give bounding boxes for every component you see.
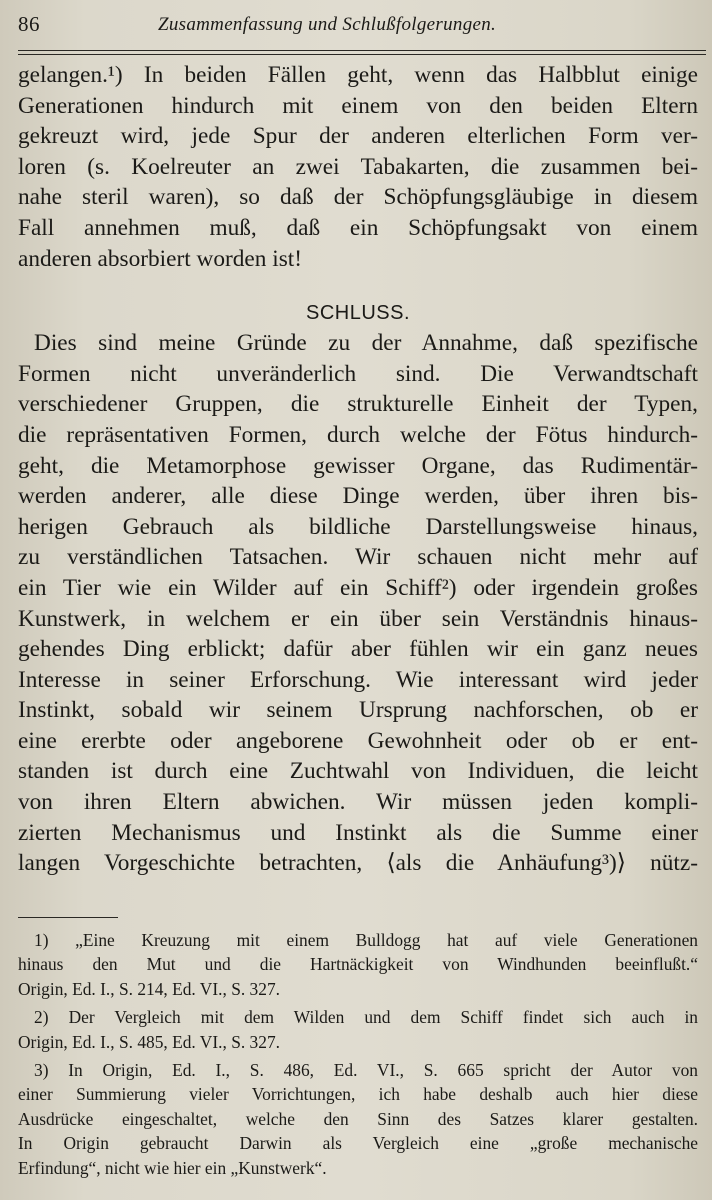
running-title: Zusammenfassung und Schlußfolgerungen. — [158, 14, 497, 35]
text-line: anderen absorbiert worden ist! — [18, 245, 302, 272]
text-line: verschiedener Gruppen, die strukturelle Einheit der Typen, — [18, 391, 698, 418]
text-line: Kunstwerk, in welchem er ein über sein Verständnis hinaus- — [18, 605, 698, 632]
footnotes — [18, 928, 698, 1180]
footnote-line: 1) „Eine Kreuzung mit einem Bulldogg hat auf viele Generationen — [34, 930, 698, 950]
footnote-line: Origin, Ed. I., S. 485, Ed. VI., S. 327. — [18, 1031, 280, 1052]
footnote-line: 3) In Origin, Ed. I., S. 486, Ed. VI., S. 665 spricht der Autor von — [34, 1059, 698, 1080]
footnote-line: Ausdrücke eingeschaltet, welche den Sinn des Satzes klarer gestalten. — [18, 1108, 698, 1129]
body-text — [18, 60, 698, 879]
text-line: Fall annehmen muß, daß ein Schöpfungsakt von einem — [18, 214, 698, 241]
text-line: gekreuzt wird, jede Spur der anderen elterlichen Form ver- — [18, 123, 698, 150]
text-line: zu verständlichen Tatsachen. Wir schauen nicht mehr auf — [18, 544, 698, 571]
text-line: langen Vorgeschichte betrachten, ⟨als die Anhäufung³)⟩ nütz- — [18, 850, 698, 877]
text-line: eine ererbte oder angeborene Gewohnheit oder ob er ent- — [18, 727, 698, 754]
text-line: zierten Mechanismus und Instinkt als die Summe einer — [18, 819, 698, 846]
footnote-1 — [18, 928, 698, 1001]
footnote-3 — [18, 1058, 698, 1180]
footnote-2 — [18, 1005, 698, 1054]
text-line: geht, die Metamorphose gewisser Organe, das Rudimentär- — [18, 452, 698, 479]
footnote-line: einer Summierung vieler Vorrichtungen, ich habe deshalb auch hier diese — [18, 1084, 698, 1105]
paragraph-2 — [18, 328, 698, 879]
page-number: 86 — [18, 12, 40, 36]
footnote-line: Origin, Ed. I., S. 214, Ed. VI., S. 327. — [18, 978, 280, 999]
text-line: loren (s. Koelreuter an zwei Tabakarten, die zusammen bei- — [18, 153, 698, 180]
running-head — [18, 12, 708, 46]
header-rule — [18, 50, 706, 51]
footnote-line: In Origin gebraucht Darwin als Vergleich eine „große mechanische — [18, 1133, 698, 1154]
text-line: herigen Gebrauch als bildliche Darstellungsweise hinaus, — [18, 513, 698, 540]
footnote-line: 2) Der Vergleich mit dem Wilden und dem Schiff findet sich auch in — [34, 1007, 698, 1028]
text-line: nahe steril waren), so daß der Schöpfungsgläubige in diesem — [18, 184, 698, 211]
text-line: Instinkt, sobald wir seinem Ursprung nachforschen, ob er — [18, 697, 698, 724]
text-line: gehendes Ding erblickt; dafür aber fühlen wir ein ganz neues — [18, 636, 698, 663]
footnote-rule — [18, 917, 118, 918]
header-rule-secondary — [18, 54, 706, 55]
section-heading: SCHLUSS. — [305, 302, 411, 325]
text-line: ein Tier wie ein Wilder auf ein Schiff²) oder irgendein großes — [18, 574, 698, 601]
footnote-line: hinaus den Mut und die Hartnäckigkeit von Windhunden beeinflußt.“ — [18, 954, 698, 975]
paragraph-1 — [18, 60, 698, 274]
text-line: Dies sind meine Gründe zu der Annahme, daß spezifische — [34, 330, 698, 357]
text-line: standen ist durch eine Zuchtwahl von Individuen, die leicht — [18, 758, 698, 785]
text-line: Formen nicht unveränderlich sind. Die Verwandtschaft — [18, 360, 698, 387]
text-line: von ihren Eltern abwichen. Wir müssen jeden kompli- — [18, 789, 698, 816]
text-line: die repräsentativen Formen, durch welche der Fötus hindurch- — [18, 421, 698, 448]
text-line: Generationen hindurch mit einem von den beiden Eltern — [18, 92, 698, 119]
text-line: gelangen.¹) In beiden Fällen geht, wenn das Halbblut einige — [18, 62, 698, 88]
footnote-line: Erfindung“, nicht wie hier ein „Kunstwerk“. — [18, 1157, 327, 1178]
text-line: werden anderer, alle diese Dinge werden, über ihren bis- — [18, 483, 698, 510]
text-line: Interesse in seiner Erforschung. Wie interessant wird jeder — [18, 666, 698, 693]
